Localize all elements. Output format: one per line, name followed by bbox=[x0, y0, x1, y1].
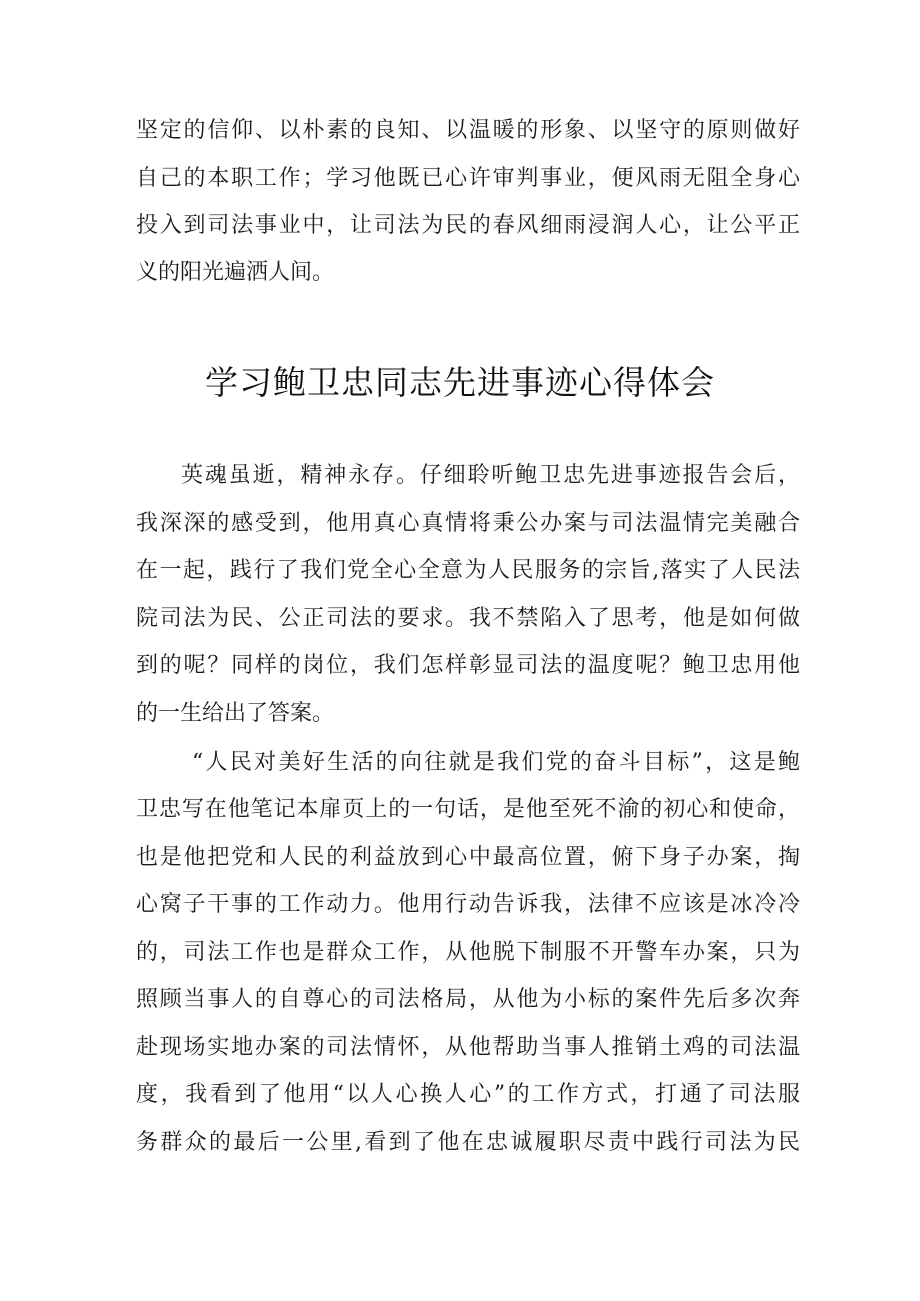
intro-line-3: 投入到司法事业中，让司法为民的春风细雨浸润人心，让公平正 bbox=[136, 213, 800, 238]
paragraph-2-line-6: 照顾当事人的自尊心的司法格局，从他为小标的案件先后多次奔 bbox=[136, 987, 800, 1012]
paragraph-1-line-3: 在一起，践行了我们党全心全意为人民服务的宗旨,落实了人民法 bbox=[136, 558, 800, 583]
paragraph-2-line-9: 务群众的最后一公里,看到了他在忠诚履职尽责中践行司法为民 bbox=[136, 1130, 800, 1155]
paragraph-2-line-7: 赴现场实地办案的司法情怀，从他帮助当事人推销土鸡的司法温 bbox=[136, 1035, 800, 1060]
paragraph-2-line-4: 心窝子干事的工作动力。他用行动告诉我，法律不应该是冰冷冷 bbox=[136, 892, 800, 917]
document-title: 学习鲍卫忠同志先进事迹心得体会 bbox=[205, 363, 715, 402]
paragraph-2-line-1: “人民对美好生活的向往就是我们党的奋斗目标”，这是鲍 bbox=[192, 750, 800, 775]
paragraph-2-line-5: 的，司法工作也是群众工作，从他脱下制服不开警车办案，只为 bbox=[136, 940, 800, 965]
paragraph-1-line-1: 英魂虽逝，精神永存。仔细聆听鲍卫忠先进事迹报告会后， bbox=[181, 463, 800, 488]
paragraph-2-line-2: 卫忠写在他笔记本扉页上的一句话，是他至死不渝的初心和使命， bbox=[136, 797, 800, 822]
intro-line-2: 自己的本职工作；学习他既已心许审判事业，便风雨无阻全身心 bbox=[136, 166, 800, 191]
paragraph-2-line-3: 也是他把党和人民的利益放到心中最高位置，俯下身子办案，掏 bbox=[136, 845, 800, 870]
paragraph-1-line-5: 到的呢？同样的岗位，我们怎样彰显司法的温度呢？鲍卫忠用他 bbox=[136, 653, 800, 678]
paragraph-1-line-2: 我深深的感受到，他用真心真情将秉公办案与司法温情完美融合 bbox=[136, 511, 800, 536]
paragraph-1-line-6: 的一生给出了答案。 bbox=[136, 701, 335, 726]
intro-line-4: 义的阳光遍洒人间。 bbox=[136, 260, 335, 285]
paragraph-1-line-4: 院司法为民、公正司法的要求。我不禁陷入了思考，他是如何做 bbox=[136, 606, 800, 631]
paragraph-2-line-8: 度，我看到了他用“以人心换人心”的工作方式，打通了司法服 bbox=[136, 1082, 800, 1107]
intro-line-1: 坚定的信仰、以朴素的良知、以温暖的形象、以坚守的原则做好 bbox=[136, 118, 800, 143]
